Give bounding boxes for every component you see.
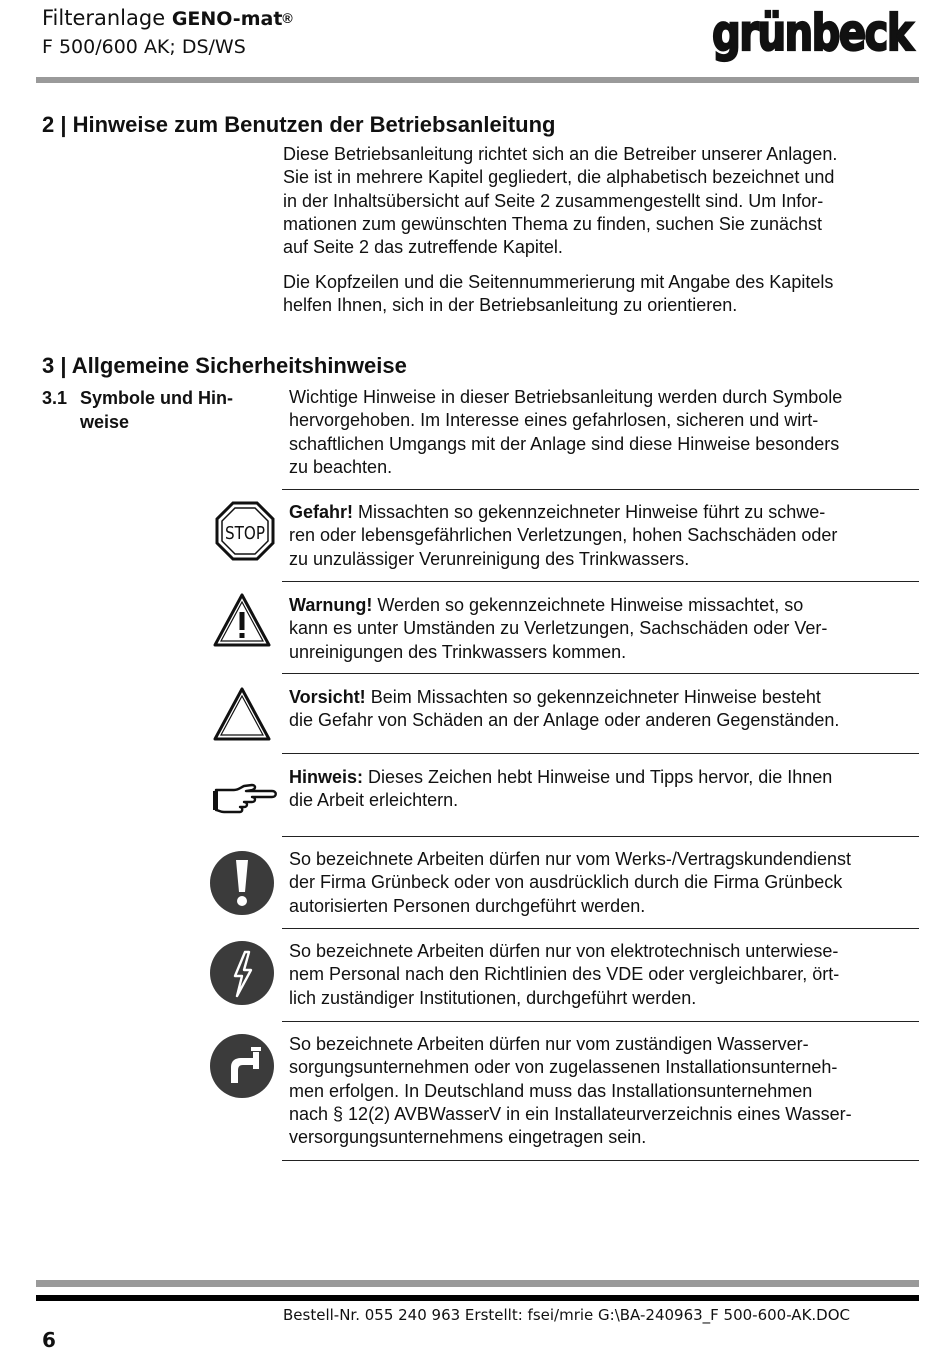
section-2-heading: 2 | Hinweise zum Benutzen der Betriebsanleitung bbox=[42, 112, 556, 137]
svg-text:grünbeck: grünbeck bbox=[712, 4, 916, 62]
caution-triangle-icon bbox=[212, 686, 272, 742]
notice-note-label: Hinweis: bbox=[289, 767, 364, 787]
notice-danger-label: Gefahr! bbox=[289, 502, 354, 522]
footer-order-info: Bestell-Nr. 055 240 963 Erstellt: fsei/mrie G:\BA-240963_F 500-600-AK.DOC bbox=[283, 1306, 851, 1324]
divider bbox=[282, 581, 919, 582]
section-2-paragraph-1: Diese Betriebsanleitung richtet sich an die Betreiber unserer Anlagen. Sie ist in mehrere Kapitel gegliedert, die alphabetisch bezeichnet und in der Inhaltsübersicht auf Seite 2 zusammengestellt sind. Um Infor- mationen zum gewünschten Thema zu finden, suchen Sie zunächst auf Seite 2 das zutreffende Kapitel. bbox=[283, 144, 838, 258]
footer-rule-black bbox=[36, 1295, 919, 1301]
document-subtitle: F 500/600 AK; DS/WS bbox=[42, 36, 246, 58]
divider bbox=[282, 1160, 919, 1161]
pointing-hand-icon bbox=[212, 782, 278, 816]
page-number: 6 bbox=[42, 1328, 56, 1352]
subsection-number: 3.1 bbox=[42, 388, 68, 408]
notice-warning-text: Warnung! Werden so gekennzeichnete Hinweise missachtet, so kann es unter Umständen zu Verletzungen, Sachschäden oder Ver- unreinigungen des Trinkwassers kommen. bbox=[289, 595, 828, 662]
divider bbox=[282, 489, 919, 490]
notice-caution-label: Vorsicht! bbox=[289, 687, 366, 707]
section-2-paragraph-2: Die Kopfzeilen und die Seitennummerierung mit Angabe des Kapitels helfen Ihnen, sich in der Betriebsanleitung zu orientieren. bbox=[283, 272, 834, 316]
footer-rule-gray bbox=[36, 1280, 919, 1287]
stop-sign-icon bbox=[215, 501, 275, 561]
gruenbeck-logo bbox=[708, 6, 916, 66]
divider bbox=[282, 836, 919, 837]
divider bbox=[282, 928, 919, 929]
water-tap-circle-icon bbox=[209, 1033, 275, 1099]
notice-electrical-text: So bezeichnete Arbeiten dürfen nur von elektrotechnisch unterwiese- nem Personal nach den Richtlinien des VDE oder vergleichbarer, ört- lich zuständiger Institutionen, durchgeführt werden. bbox=[289, 941, 840, 1008]
notice-warning-label: Warnung! bbox=[289, 595, 373, 615]
svg-text:STOP: STOP bbox=[225, 523, 266, 544]
document-title: Filteranlage GENO-mat® bbox=[42, 6, 293, 30]
lightning-circle-icon bbox=[209, 940, 275, 1006]
notice-caution-text: Vorsicht! Beim Missachten so gekennzeichneter Hinweise besteht die Gefahr von Schäden an der Anlage oder anderen Gegenständen. bbox=[289, 687, 840, 731]
warning-triangle-icon bbox=[212, 592, 272, 648]
section-3-intro: Wichtige Hinweise in dieser Betriebsanleitung werden durch Symbole hervorgehoben. Im Interesse eines gefahrlosen, sicheren und wirt- schaftlichen Umgangs mit der Anlage sind diese Hinweise besonders zu beachten. bbox=[289, 387, 843, 477]
subsection-title: Symbole und Hin- weise bbox=[80, 388, 233, 432]
notice-water-text: So bezeichnete Arbeiten dürfen nur vom zuständigen Wasserver- sorgungsunternehmen oder von zugelassenen Installationsunterneh- men erfolgen. In Deutschland muss das Installationsunternehmen nach § 12(2) AVBWasserV in ein Installateurverzeichnis eines Wasser- versorgungsunternehmens eingetragen sein. bbox=[289, 1034, 852, 1148]
notice-note-text: Hinweis: Dieses Zeichen hebt Hinweise und Tipps hervor, die Ihnen die Arbeit erleichtern. bbox=[289, 767, 833, 811]
exclamation-circle-icon bbox=[209, 850, 275, 916]
notice-danger-text: Gefahr! Missachten so gekennzeichneter Hinweise führt zu schwe- ren oder lebensgefährlichen Verletzungen, hohen Sachschäden oder zu unzulässiger Verunreinigung des Trinkwassers. bbox=[289, 502, 838, 569]
section-3-heading: 3 | Allgemeine Sicherheitshinweise bbox=[42, 353, 407, 378]
divider bbox=[282, 753, 919, 754]
header-rule bbox=[36, 77, 919, 83]
notice-service-text: So bezeichnete Arbeiten dürfen nur vom Werks-/Vertragskundendienst der Firma Grünbeck oder von ausdrücklich durch die Firma Grünbeck autorisierten Personen durchgeführt werden. bbox=[289, 849, 851, 916]
divider bbox=[282, 673, 919, 674]
divider bbox=[282, 1021, 919, 1022]
